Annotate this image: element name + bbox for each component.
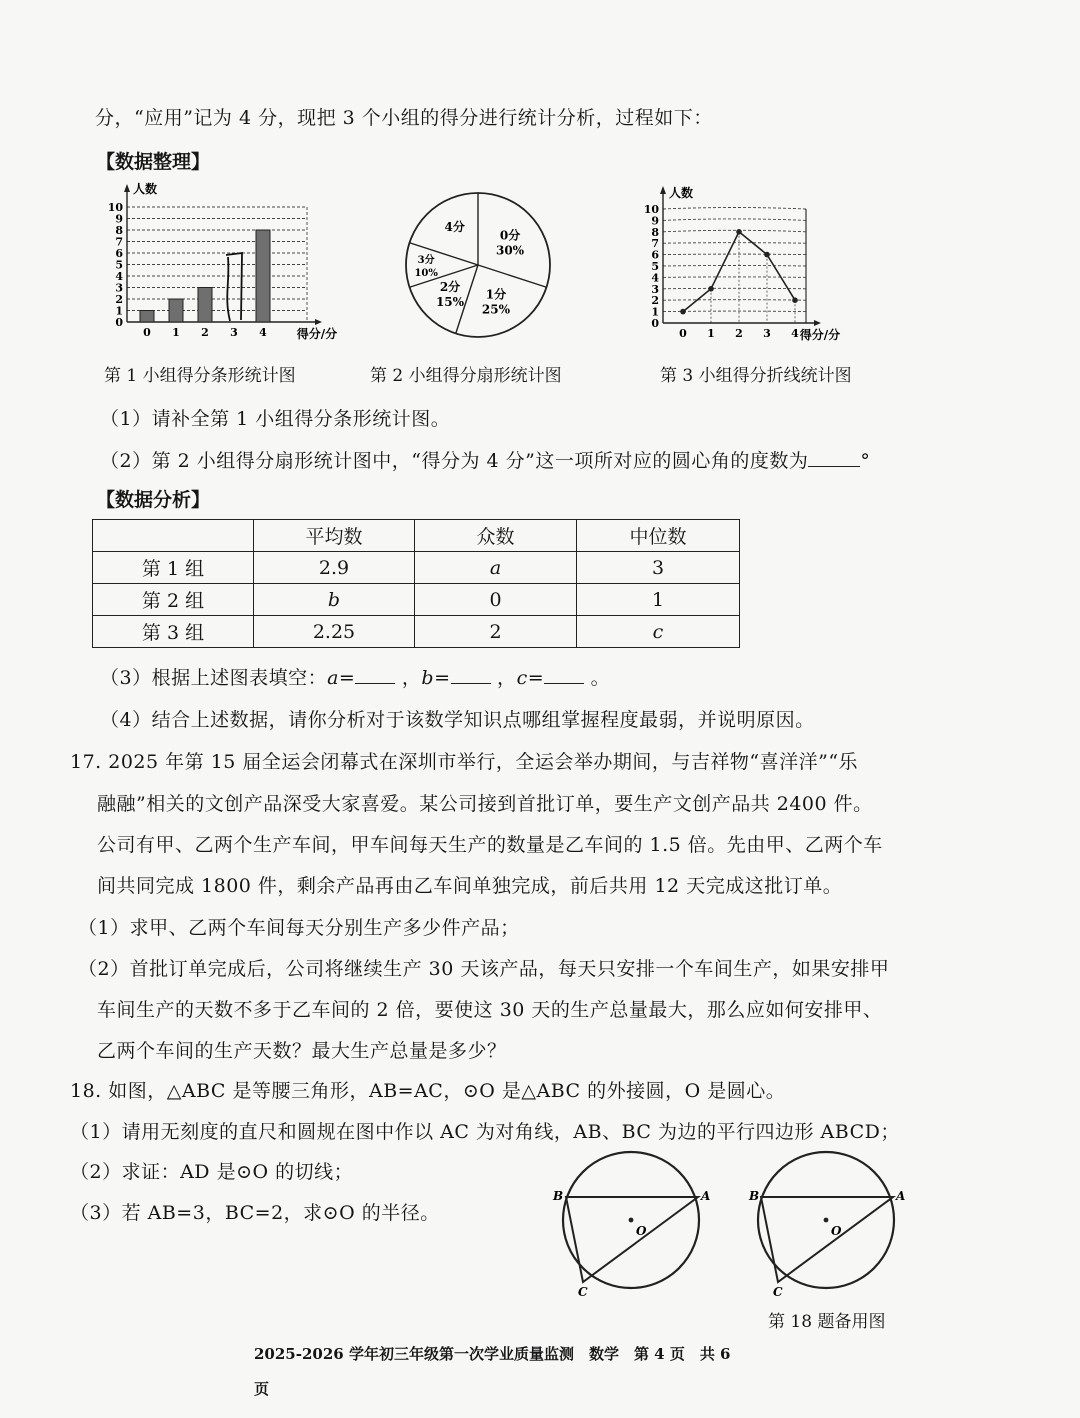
pie-slice-percent: 25% <box>481 302 511 317</box>
label-o: O <box>636 1224 647 1238</box>
gridline <box>663 300 806 301</box>
pie-slice-edge <box>478 265 546 287</box>
degree-unit: ° <box>860 450 871 472</box>
data-point <box>792 297 798 303</box>
data-point <box>736 229 742 235</box>
x-tick-label: 3 <box>763 327 771 340</box>
bar-chart-caption: 第 1 小组得分条形统计图 <box>104 366 296 386</box>
gridline <box>663 288 806 289</box>
bar <box>256 230 270 322</box>
answer-blank-a[interactable] <box>355 664 395 684</box>
x-tick-label: 4 <box>259 326 267 339</box>
bar <box>140 311 154 323</box>
gridline <box>663 254 806 255</box>
label-a: A <box>896 1189 906 1203</box>
backup-figure-caption: 第 18 题备用图 <box>768 1312 886 1332</box>
q16-sub4: （4）结合上述数据，请你分析对于该数学知识点哪组掌握程度最弱，并说明原因。 <box>100 709 815 731</box>
pie-slice-label: 1分 <box>485 287 507 302</box>
y-tick-label: 4 <box>115 270 123 283</box>
x-tick-label: 2 <box>735 327 743 340</box>
q16-sub2 <box>100 446 870 473</box>
page-footer-tail: 页 <box>254 1380 270 1398</box>
q17-sub2-line: 车间生产的天数不多于乙车间的 2 倍，要使这 30 天的生产总量最大，那么应如何安排甲、 <box>97 999 883 1021</box>
table-cell: 第 1 组 <box>93 552 254 584</box>
q17-sub1: （1）求甲、乙两个车间每天分别生产多少件产品； <box>78 917 520 939</box>
x-axis-label: 得分/分 <box>296 327 338 341</box>
x-axis-arrow <box>315 319 322 325</box>
q16-sub3 <box>100 663 610 690</box>
answer-blank-c[interactable] <box>544 664 584 684</box>
pie-slice-label: 4分 <box>444 219 465 234</box>
x-tick-label: 4 <box>791 327 799 340</box>
y-tick-label: 1 <box>651 305 659 319</box>
y-axis-label: 人数 <box>133 182 158 196</box>
label-a: A <box>701 1189 711 1203</box>
table-cell: 2.25 <box>254 616 415 648</box>
sep-1: ， <box>401 667 422 689</box>
section-title-data-organize: 【数据整理】 <box>96 151 211 173</box>
line-chart-caption: 第 3 小组得分折线统计图 <box>660 366 852 386</box>
y-axis-arrow <box>660 186 666 194</box>
table-header-cell: 平均数 <box>254 520 415 552</box>
table-cell: 第 2 组 <box>93 584 254 616</box>
label-b: B <box>749 1189 760 1203</box>
y-tick-label: 8 <box>115 224 123 237</box>
gridline <box>663 266 806 267</box>
bar-chart-group1 <box>100 178 340 348</box>
x-tick-label: 0 <box>679 327 687 340</box>
pie-chart-group2 <box>398 180 558 350</box>
table-cell: c <box>577 616 740 648</box>
x-tick-label: 1 <box>707 327 715 340</box>
x-axis-label: 得分/分 <box>799 328 841 342</box>
y-tick-label: 5 <box>115 258 123 272</box>
y-tick-label: 7 <box>651 237 659 251</box>
table-header-cell: 众数 <box>415 520 577 552</box>
q16-sub2-text: （2）第 2 小组得分扇形统计图中，“得分为 4 分”这一项所对应的圆心角的度数为 <box>100 450 809 472</box>
c-label: c= <box>516 667 545 689</box>
bar <box>198 288 212 323</box>
table-header-cell: 中位数 <box>577 520 740 552</box>
y-tick-label: 5 <box>651 260 659 273</box>
table-cell: 第 3 组 <box>93 616 254 648</box>
pie-slice-percent: 10% <box>414 268 438 279</box>
x-axis-arrow <box>814 320 821 326</box>
pie-chart-caption: 第 2 小组得分扇形统计图 <box>370 366 562 386</box>
y-tick-label: 10 <box>107 201 123 214</box>
y-tick-label: 3 <box>115 281 123 295</box>
sep-2: ， <box>497 667 517 689</box>
label-c: C <box>578 1285 588 1298</box>
y-tick-label: 9 <box>651 214 659 228</box>
label-b: B <box>553 1189 564 1203</box>
center-point-o <box>629 1218 634 1223</box>
q16-sub3-prefix: （3）根据上述图表填空： <box>100 667 328 689</box>
table-row <box>93 552 740 584</box>
y-tick-label: 8 <box>651 225 659 239</box>
x-tick-label: 2 <box>201 326 209 339</box>
answer-blank-angle[interactable] <box>808 447 860 467</box>
center-point-o <box>824 1218 829 1223</box>
data-analysis-table <box>92 519 740 648</box>
q16-sub1: （1）请补全第 1 小组得分条形统计图。 <box>100 408 451 430</box>
y-tick-label: 4 <box>651 271 659 285</box>
x-tick-label: 1 <box>172 326 180 339</box>
answer-blank-b[interactable] <box>451 664 491 684</box>
q17-line: 融融”相关的文创产品深受大家喜爱。某公司接到首批订单，要生产文创产品共 2400 件。 <box>97 793 873 815</box>
q18-sub2: （2）求证：AD 是⊙O 的切线； <box>70 1161 354 1183</box>
intro-line: 分，“应用”记为 4 分，现把 3 个小组的得分进行统计分析，过程如下： <box>95 107 713 129</box>
pie-slice-label: 0分 <box>499 228 521 243</box>
x-tick-label: 3 <box>230 326 238 339</box>
y-tick-label: 1 <box>115 304 123 318</box>
y-axis-label: 人数 <box>669 186 694 200</box>
data-point <box>764 252 770 258</box>
q17-line: 17. 2025 年第 15 届全运会闭幕式在深圳市举行，全运会举办期间，与吉祥物“喜洋洋”“乐 <box>70 751 859 773</box>
b-label: b= <box>421 667 451 689</box>
x-tick-label: 0 <box>143 326 151 339</box>
gridline <box>663 230 806 232</box>
a-label: a= <box>327 667 356 689</box>
gridline <box>663 219 806 221</box>
end-mark: 。 <box>590 667 611 689</box>
y-tick-label: 7 <box>115 235 123 249</box>
y-axis-arrow <box>124 184 130 192</box>
line-chart-group3 <box>640 182 860 352</box>
gridline <box>663 277 806 278</box>
bar <box>169 299 183 322</box>
label-c: C <box>773 1285 783 1298</box>
y-tick-label: 2 <box>651 294 659 308</box>
table-row <box>93 616 740 648</box>
q17-sub2-line: 乙两个车间的生产天数？最大生产总量是多少？ <box>97 1040 507 1062</box>
pie-slice-percent: 15% <box>435 295 465 310</box>
table-cell: b <box>254 584 415 616</box>
q17-sub2-line: （2）首批订单完成后，公司将继续生产 30 天该产品，每天只安排一个车间生产，如果安排甲 <box>78 958 890 980</box>
y-tick-label: 6 <box>651 248 659 262</box>
label-o: O <box>831 1224 842 1238</box>
page-footer: 2025-2026 学年初三年级第一次学业质量监测 数学 第 4 页 共 6 <box>254 1345 731 1363</box>
pie-slice-label: 2分 <box>439 280 461 295</box>
pie-slice-percent: 30% <box>495 243 525 258</box>
q18-figure <box>548 1148 718 1298</box>
q18-sub1: （1）请用无刻度的直尺和圆规在图中作以 AC 为对角线，AB、BC 为边的平行四边形 ABCD； <box>70 1121 900 1143</box>
section-title-data-analysis: 【数据分析】 <box>96 489 211 511</box>
y-tick-label: 2 <box>115 293 123 306</box>
y-tick-label: 0 <box>651 317 659 330</box>
table-row <box>93 584 740 616</box>
q18-backup-figure <box>745 1148 915 1298</box>
y-tick-label: 10 <box>643 203 659 216</box>
table-cell: 0 <box>415 584 577 616</box>
y-tick-label: 3 <box>651 282 659 296</box>
q18-stem: 18. 如图，△ABC 是等腰三角形，AB=AC，⊙O 是△ABC 的外接圆，O 是圆心。 <box>70 1080 786 1102</box>
table-cell: a <box>415 552 577 584</box>
table-cell: 1 <box>577 584 740 616</box>
data-point <box>708 286 714 292</box>
q17-line: 间共同完成 1800 件，剩余产品再由乙车间单独完成，前后共用 12 天完成这批订单。 <box>97 875 843 897</box>
table-cell: 3 <box>577 552 740 584</box>
gridline <box>663 208 806 210</box>
q17-line: 公司有甲、乙两个生产车间，甲车间每天生产的数量是乙车间的 1.5 倍。先由甲、乙两个车 <box>97 834 883 856</box>
table-header-cell <box>93 520 254 552</box>
y-tick-label: 9 <box>115 212 123 226</box>
pie-slice-label: 3分 <box>417 255 435 266</box>
q18-sub3: （3）若 AB=3，BC=2，求⊙O 的半径。 <box>70 1202 440 1224</box>
y-tick-label: 6 <box>115 247 123 260</box>
data-point <box>680 309 686 315</box>
table-cell: 2 <box>415 616 577 648</box>
table-header-row <box>93 520 740 552</box>
y-tick-label: 0 <box>115 316 123 329</box>
table-cell: 2.9 <box>254 552 415 584</box>
